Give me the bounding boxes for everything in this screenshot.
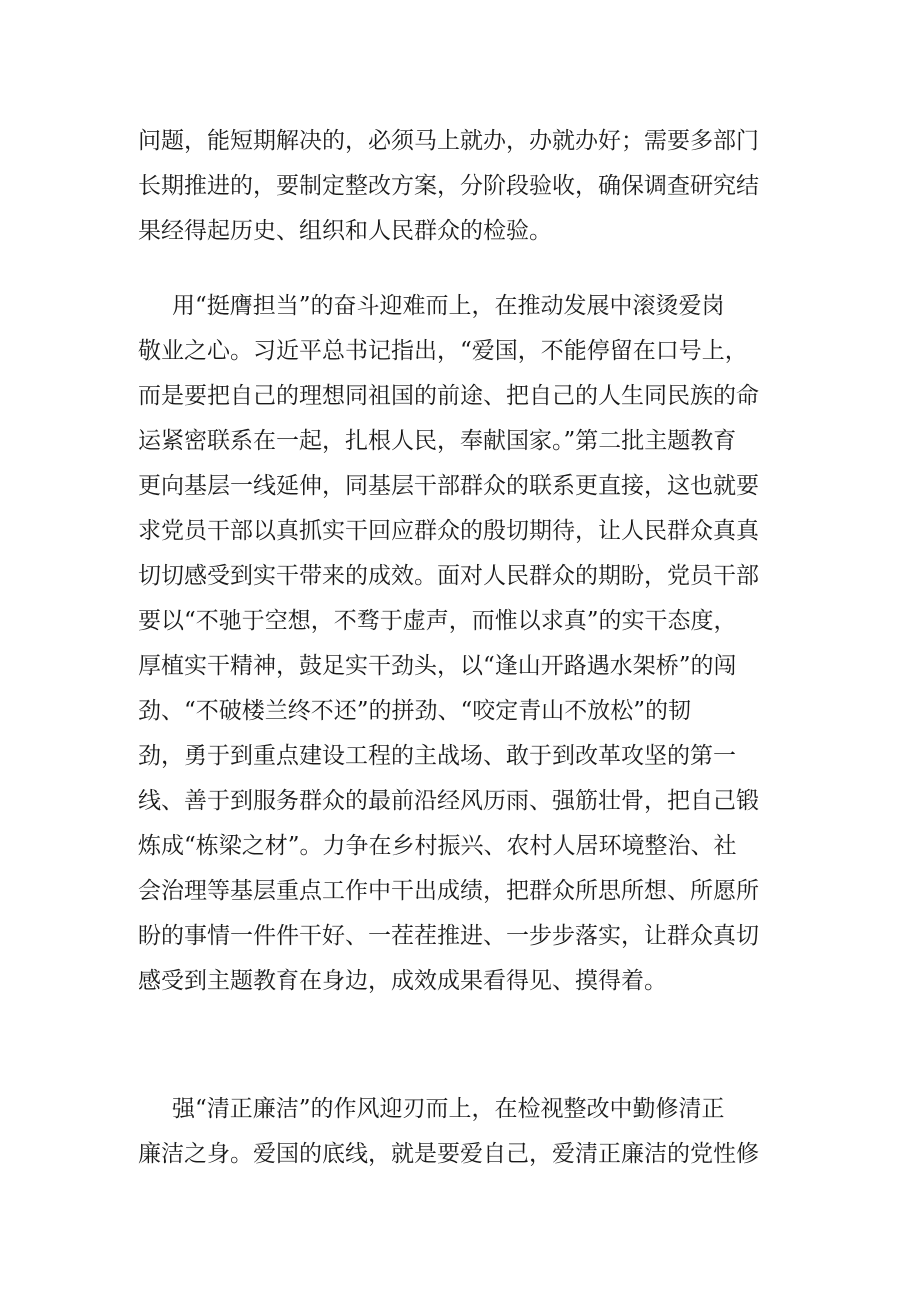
paragraph-line: 求党员干部以真抓实干回应群众的殷切期待，让人民群众真真 [138,518,759,544]
paragraph-line: 炼成“栋梁之材”。力争在乡村振兴、农村人居环境整治、社 [138,833,737,859]
paragraph-line: 果经得起历史、组织和人民群众的检验。 [138,218,552,244]
paragraph-line: 会治理等基层重点工作中干出成绩，把群众所思所想、所愿所 [138,878,759,904]
paragraph-line: 劲，勇于到重点建设工程的主战场、敢于到改革攻坚的第一 [138,743,736,769]
paragraph-line: 更向基层一线延伸，同基层干部群众的联系更直接，这也就要 [138,473,759,499]
paragraph-line: 感受到主题教育在身边，成效成果看得见、摸得着。 [138,968,667,994]
paragraph-line: 长期推进的，要制定整改方案，分阶段验收，确保调查研究结 [138,173,759,199]
paragraph-line: 廉洁之身。爱国的底线，就是要爱自己，爱清正廉洁的党性修 [138,1141,759,1167]
paragraph-line: 而是要把自己的理想同祖国的前途、把自己的人生同民族的命 [138,383,759,409]
paragraph-line: 敬业之心。习近平总书记指出，“爱国，不能停留在口号上， [138,338,748,364]
paragraph-line: 强“清正廉洁”的作风迎刃而上，在检视整改中勤修清正 [172,1096,725,1122]
paragraph-line: 要以“不驰于空想，不骛于虚声，而惟以求真”的实干态度， [138,608,737,634]
paragraph-line: 盼的事情一件件干好、一茬茬推进、一步步落实，让群众真切 [138,923,759,949]
paragraph-line: 用“挺膺担当”的奋斗迎难而上，在推动发展中滚烫爱岗 [172,293,725,319]
paragraph-line: 劲、“不破楼兰终不还”的拼劲、“咬定青山不放松”的韧 [138,698,692,724]
paragraph-line: 线、善于到服务群众的最前沿经风历雨、强筋壮骨，把自己锻 [138,788,759,814]
paragraph-line: 运紧密联系在一起，扎根人民，奉献国家。”第二批主题教育 [138,428,737,454]
paragraph-line: 厚植实干精神，鼓足实干劲头，以“逢山开路遇水架桥”的闯 [138,653,737,679]
paragraph-line: 切切感受到实干带来的成效。面对人民群众的期盼，党员干部 [138,563,759,589]
paragraph-line: 问题，能短期解决的，必须马上就办，办就办好；需要多部门 [138,128,759,154]
